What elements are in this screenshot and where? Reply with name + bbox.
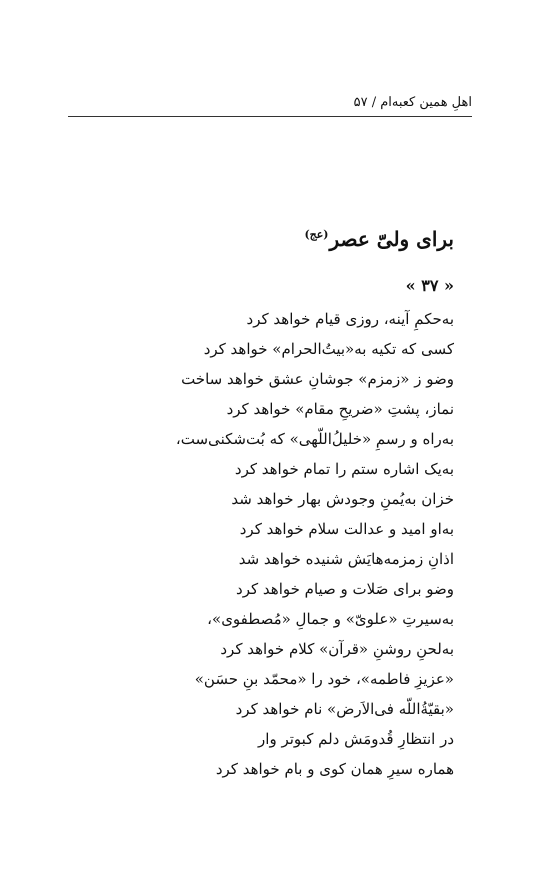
verse-line: هماره سیرِ همان کوی و بام خواهد کرد <box>215 760 454 778</box>
verse-line: به‌لحنِ روشنِ «قرآن» کلام خواهد کرد <box>220 640 454 658</box>
poem-verses <box>175 304 454 784</box>
verse-line: به‌راه و رسمِ «خلیلُ‌اللّهی» که بُت‌شکنی‌ست، <box>175 430 454 448</box>
verse-line: اذانِ زمزمه‌هایَش شنیده خواهد شد <box>238 550 454 568</box>
verse-line: کسی که تکیه به«بیتُ‌الحرام» خواهد کرد <box>203 340 454 358</box>
running-header <box>68 94 472 117</box>
verse-line: «عزیزِ فاطمه»، خود را «محمّد بنِ حسَن» <box>194 670 454 688</box>
verse-line: وضو برای صَلات و صیام خواهد کرد <box>236 580 454 598</box>
verse-line: در انتظارِ قُدومَش دلم کبوتر وار <box>258 730 454 748</box>
verse-line: به‌حکمِ آینه، روزی قیام خواهد کرد <box>246 310 454 328</box>
verse-line: خزان به‌یُمنِ وجودش بهار خواهد شد <box>231 490 454 508</box>
verse-line: وضو ز «زمزم» جوشانِ عشق خواهد ساخت <box>181 370 454 388</box>
verse-line: نماز، پشتِ «ضریحِ مقام» خواهد کرد <box>226 400 454 418</box>
running-header-text: اهلِ همین کعبه‌ام / ۵۷ <box>353 95 472 110</box>
verse-line: به‌یک اشاره ستم را تمام خواهد کرد <box>234 460 454 478</box>
poem-heading <box>150 224 454 254</box>
verse-line: به‌او امید و عدالت سلام خواهد کرد <box>239 520 454 538</box>
poem-number: « ۳۷ » <box>405 276 454 295</box>
verse-line: «بقیّةُاللّه فی‌الاَرض» نام خواهد کرد <box>235 700 454 718</box>
poem-heading-superscript: (عج) <box>304 228 329 242</box>
verse-line: به‌سیرتِ «علویّ» و جمالِ «مُصطفوی»، <box>207 610 454 628</box>
poem-heading-title: برای ولیّ عصر <box>329 227 454 251</box>
